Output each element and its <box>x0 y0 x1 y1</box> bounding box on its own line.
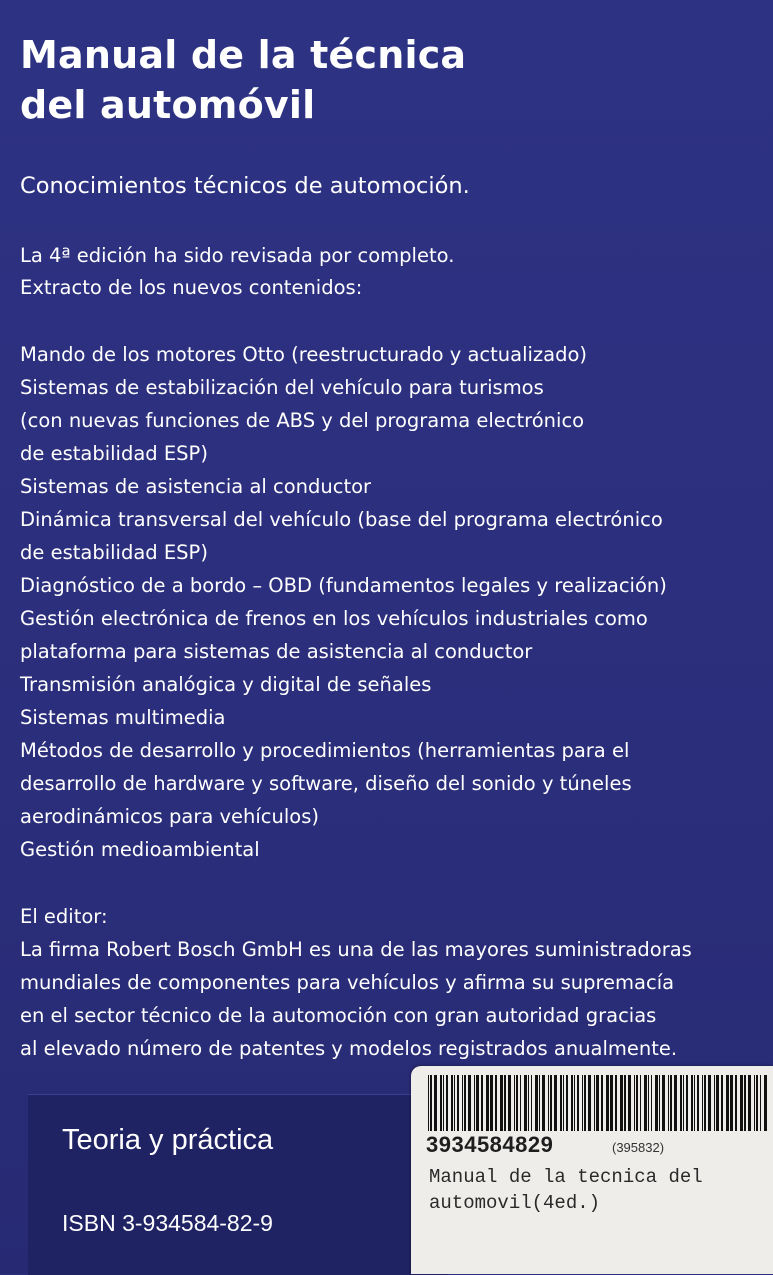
isbn-label: ISBN 3-934584-82-9 <box>62 1210 273 1236</box>
barcode-bar <box>550 1075 552 1131</box>
book-title-line-2: del automóvil <box>20 83 316 127</box>
barcode-bar <box>454 1075 455 1131</box>
barcode-bar <box>524 1075 527 1131</box>
contents-line: Transmisión analógica y digital de señales <box>20 673 432 696</box>
barcode-bar <box>531 1075 532 1131</box>
barcode-bar <box>697 1075 699 1131</box>
barcode-bar <box>566 1075 568 1131</box>
barcode-bar <box>659 1075 660 1131</box>
barcode-bar <box>662 1075 665 1131</box>
barcode-bar <box>754 1075 755 1131</box>
barcode-bar <box>554 1075 557 1131</box>
barcode-bar <box>708 1075 711 1131</box>
contents-heading: Extracto de los nuevos contenidos: <box>20 276 363 299</box>
editor-text-line: en el sector técnico de la automoción con gran autoridad gracias <box>20 1004 657 1027</box>
sticker-title-line-2: automovil(4ed.) <box>429 1192 601 1214</box>
barcode-bar <box>462 1075 463 1131</box>
barcode-bar <box>504 1075 506 1131</box>
barcode-bar <box>628 1075 631 1131</box>
barcode-bar <box>490 1075 493 1131</box>
barcode-bar <box>582 1075 583 1131</box>
barcode-bar <box>694 1075 695 1131</box>
barcode-bar <box>574 1075 575 1131</box>
contents-line: (con nuevas funciones de ABS y del programa electrónico <box>20 409 585 432</box>
editor-text-line: al elevado número de patentes y modelos registrados anualmente. <box>20 1037 678 1060</box>
barcode-bar <box>474 1075 475 1131</box>
barcode-bar <box>481 1075 483 1131</box>
barcode-bar <box>443 1075 444 1131</box>
edition-intro <box>20 240 454 304</box>
contents-line: desarrollo de hardware y software, diseño del sonido y túneles <box>20 772 632 795</box>
barcode-bar <box>686 1075 688 1131</box>
barcode-bar <box>476 1075 479 1131</box>
barcode-bar <box>735 1075 737 1131</box>
book-title-line-1: Manual de la técnica <box>20 33 467 77</box>
book-subtitle: Conocimientos técnicos de automoción. <box>20 173 470 199</box>
barcode-bar <box>539 1075 540 1131</box>
contents-line: Dinámica transversal del vehículo (base del programa electrónico <box>20 508 663 531</box>
barcode-bar <box>486 1075 489 1131</box>
contents-line: Métodos de desarrollo y procedimientos (herramientas para el <box>20 739 630 762</box>
barcode-bar <box>691 1075 693 1131</box>
barcode-bar <box>577 1075 579 1131</box>
barcode-bar <box>528 1075 529 1131</box>
barcode-bar <box>514 1075 515 1131</box>
barcode-bar <box>624 1075 626 1131</box>
barcode-bar <box>468 1075 471 1131</box>
barcode-bar <box>704 1075 706 1131</box>
barcode-bar <box>516 1075 518 1131</box>
barcode-bar <box>610 1075 613 1131</box>
contents-line: Sistemas de asistencia al conductor <box>20 475 372 498</box>
contents-line: de estabilidad ESP) <box>20 541 208 564</box>
contents-line: Gestión electrónica de frenos en los vehículos industriales como <box>20 607 648 630</box>
barcode-bar <box>615 1075 617 1131</box>
barcode-bar <box>702 1075 703 1131</box>
barcode-bar <box>588 1075 591 1131</box>
barcode-bar <box>726 1075 729 1131</box>
barcode-bar <box>520 1075 521 1131</box>
barcode-bar <box>636 1075 638 1131</box>
barcode-bar <box>446 1075 448 1131</box>
barcode-bar <box>440 1075 442 1131</box>
editor-text-line: La firma Robert Bosch GmbH es una de las mayores suministradoras <box>20 938 692 961</box>
barcode-bar <box>721 1075 723 1131</box>
barcode-bar <box>548 1075 549 1131</box>
barcode-bar <box>655 1075 658 1131</box>
barcode-bar <box>508 1075 511 1131</box>
editor-text-line: mundiales de componentes para vehículos y afirma su supremacía <box>20 971 675 994</box>
barcode-bar <box>560 1075 562 1131</box>
barcode-bar <box>601 1075 603 1131</box>
barcode-bar <box>584 1075 586 1131</box>
barcode-bar <box>748 1075 751 1131</box>
barcode-bar <box>451 1075 453 1131</box>
contents-line: Diagnóstico de a bordo – OBD (fundamentos legales y realización) <box>20 574 667 597</box>
barcode-bar <box>434 1075 437 1131</box>
barcode-bar <box>634 1075 635 1131</box>
barcode-bar <box>495 1075 497 1131</box>
contents-line: Mando de los motores Otto (reestructurado y actualizado) <box>20 343 588 366</box>
barcode-bar <box>674 1075 677 1131</box>
editor-section <box>20 900 772 1065</box>
barcode-bar <box>430 1075 432 1131</box>
barcode-bar <box>500 1075 503 1131</box>
sticker-code-small: (395832) <box>612 1140 665 1155</box>
series-title: Teoria y práctica <box>62 1124 274 1156</box>
barcode-bar <box>680 1075 682 1131</box>
barcode-bar <box>740 1075 743 1131</box>
barcode-bar <box>594 1075 595 1131</box>
contents-line: Sistemas de estabilización del vehículo para turismos <box>20 376 544 399</box>
barcode-bar <box>640 1075 641 1131</box>
barcode-bar <box>464 1075 466 1131</box>
barcode-bar <box>563 1075 564 1131</box>
barcode-bar <box>683 1075 684 1131</box>
contents-line: de estabilidad ESP) <box>20 442 208 465</box>
barcode-bar <box>670 1075 672 1131</box>
barcode-bar <box>730 1075 733 1131</box>
sticker-code: 3934584829 <box>426 1132 554 1157</box>
editor-heading: El editor: <box>20 905 108 928</box>
book-title <box>20 30 760 130</box>
barcode-bar <box>764 1075 767 1131</box>
contents-line: aerodinámicos para vehículos) <box>20 805 319 828</box>
barcode-bar <box>457 1075 459 1131</box>
contents-line: plataforma para sistemas de asistencia al conductor <box>20 640 533 663</box>
barcode-bar <box>756 1075 758 1131</box>
barcode-bar <box>596 1075 599 1131</box>
barcode-bar <box>428 1075 429 1131</box>
contents-line: Gestión medioambiental <box>20 838 260 861</box>
barcode-bar <box>535 1075 538 1131</box>
barcode-bar <box>644 1075 647 1131</box>
new-contents-list <box>20 338 772 866</box>
barcode-bar <box>648 1075 649 1131</box>
barcode-bar <box>651 1075 652 1131</box>
barcode-bar <box>668 1075 669 1131</box>
barcode-bar <box>542 1075 545 1131</box>
barcode-bar <box>716 1075 719 1131</box>
barcode-bar <box>760 1075 761 1131</box>
barcode-bar <box>714 1075 715 1131</box>
barcode-bar <box>606 1075 609 1131</box>
barcode-bar <box>744 1075 746 1131</box>
edition-note: La 4ª edición ha sido revisada por completo. <box>20 244 455 267</box>
sticker-title-line-1: Manual de la tecnica del <box>429 1166 703 1188</box>
barcode-bar <box>620 1075 623 1131</box>
barcode <box>426 1075 771 1131</box>
barcode-bar <box>571 1075 573 1131</box>
contents-line: Sistemas multimedia <box>20 706 226 729</box>
sticker-title <box>429 1164 759 1216</box>
